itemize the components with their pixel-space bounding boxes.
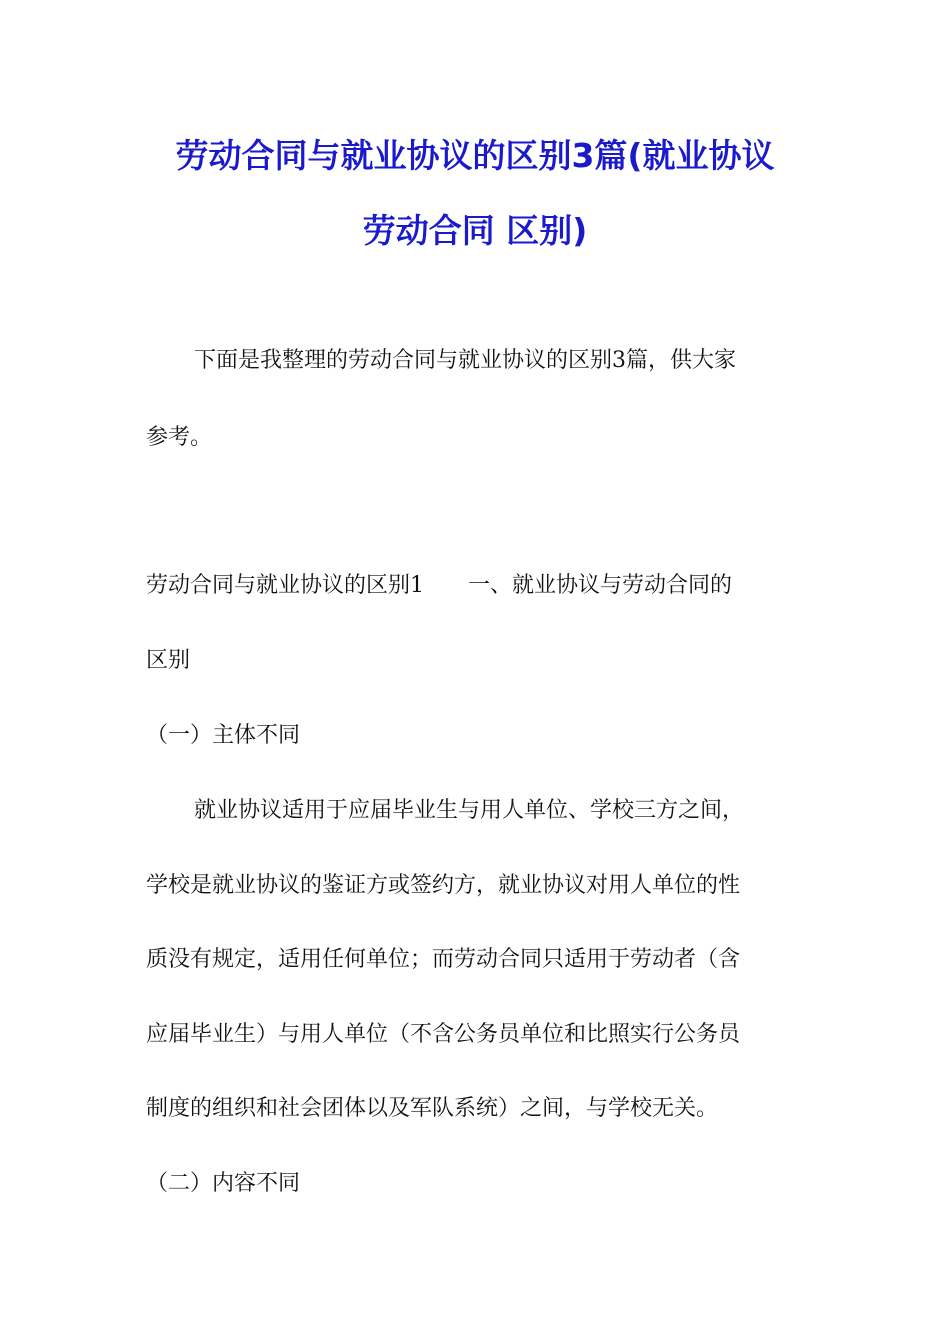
- section-heading-line-2: 区别: [146, 648, 191, 673]
- subheading-content: （二）内容不同: [146, 1171, 301, 1196]
- body-line-1: 就业协议适用于应届毕业生与用人单位、学校三方之间，: [194, 798, 745, 823]
- intro-line-2: 参考。: [146, 425, 213, 450]
- body-line-3: 质没有规定，适用任何单位；而劳动合同只适用于劳动者（含: [146, 947, 741, 972]
- document-title-line-1: 劳动合同与就业协议的区别3篇(就业协议: [175, 136, 775, 175]
- body-line-2: 学校是就业协议的鉴证方或签约方，就业协议对用人单位的性: [146, 873, 741, 898]
- section-heading-line-1: 劳动合同与就业协议的区别1 一、就业协议与劳动合同的: [146, 573, 732, 598]
- body-line-5: 制度的组织和社会团体以及军队系统）之间，与学校无关。: [146, 1096, 719, 1121]
- body-line-4: 应届毕业生）与用人单位（不含公务员单位和比照实行公务员: [146, 1022, 741, 1047]
- document-title-line-2: 劳动合同 区别): [362, 211, 588, 250]
- intro-line-1: 下面是我整理的劳动合同与就业协议的区别3篇，供大家: [194, 348, 736, 373]
- subheading-subject: （一）主体不同: [146, 723, 301, 748]
